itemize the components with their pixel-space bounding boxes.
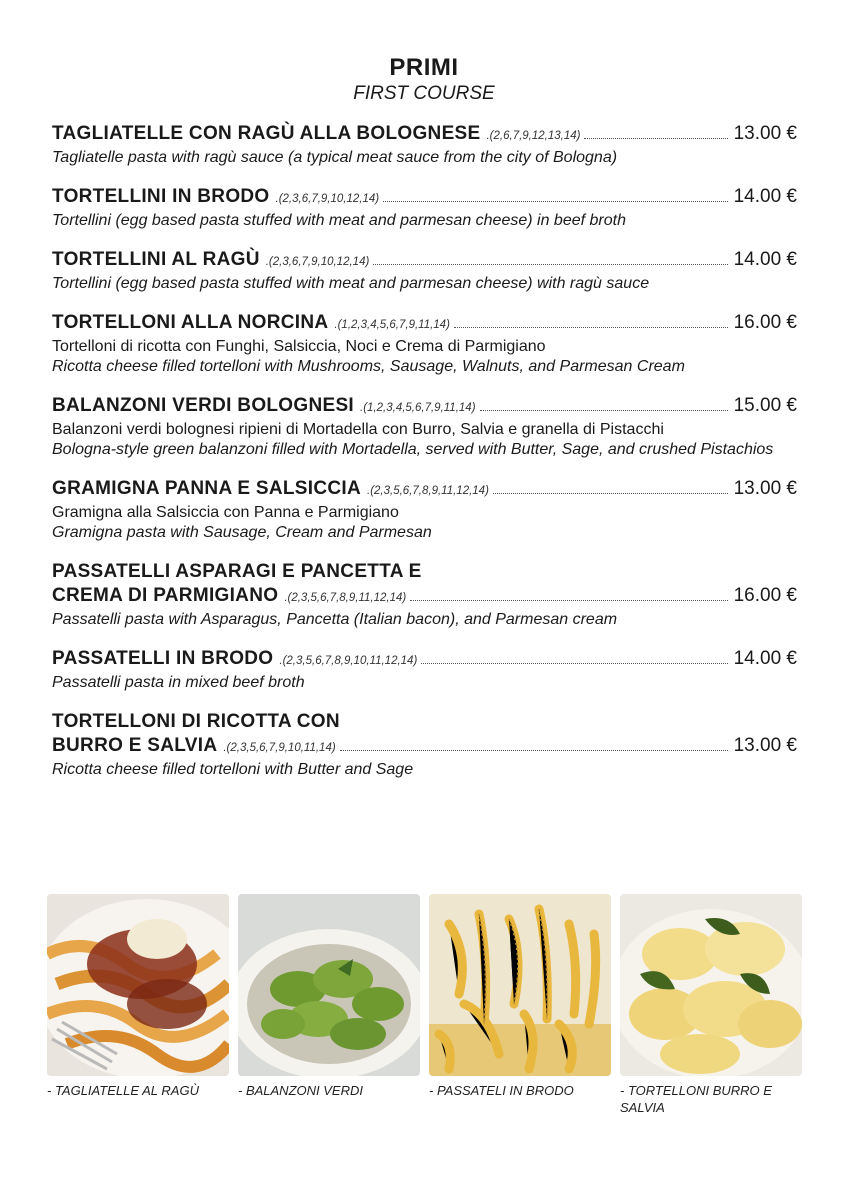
dish-description-en: Ricotta cheese filled tortelloni with Butter and Sage (52, 761, 414, 778)
dish-name: GRAMIGNA PANNA E SALSICCIA (52, 478, 361, 499)
passatelli-illustration (429, 894, 611, 1076)
allergen-codes: .(2,3,5,6,7,8,9,11,12,14) (367, 485, 489, 497)
photo-caption: - TAGLIATELLE AL RAGÙ (47, 1083, 199, 1098)
dot-leader (421, 663, 727, 664)
dish-price: 14.00 € (733, 249, 797, 270)
allergen-codes: .(2,3,5,6,7,8,9,11,12,14) (284, 592, 407, 604)
dish-name: CREMA DI PARMIGIANO (52, 585, 279, 606)
dish-name: PASSATELLI IN BRODO (52, 648, 274, 669)
allergen-codes: .(2,6,7,9,12,13,14) (486, 130, 581, 142)
menu-item (52, 248, 797, 294)
menu-item (52, 560, 797, 630)
dish-price: 14.00 € (733, 186, 797, 207)
photo-gallery (47, 894, 803, 1116)
allergen-codes: .(1,2,3,4,5,6,7,9,11,14) (334, 319, 450, 331)
dot-leader (383, 201, 728, 202)
dish-description-en: Bologna-style green balanzoni filled with Mortadella, served with Butter, Sage, and crushed Pistachios (52, 441, 774, 458)
dot-leader (373, 264, 727, 265)
dish-price: 16.00 € (733, 585, 797, 606)
menu-item (52, 185, 797, 231)
tagliatelle-photo (47, 894, 229, 1076)
dot-leader (454, 327, 728, 328)
dish-name: TORTELLINI AL RAGÙ (52, 249, 260, 270)
dot-leader (480, 410, 728, 411)
allergen-codes: .(2,3,5,6,7,9,10,11,14) (223, 742, 336, 754)
dish-description-it: Tortelloni di ricotta con Funghi, Salsiccia, Noci e Crema di Parmigiano (52, 338, 546, 355)
allergen-codes: .(2,3,6,7,9,10,12,14) (275, 193, 380, 205)
dot-leader (493, 493, 728, 494)
dish-description-en: Tortellini (egg based pasta stuffed with meat and parmesan cheese) with ragù sauce (52, 275, 650, 292)
menu-item (52, 311, 797, 377)
dish-price: 13.00 € (733, 478, 797, 499)
section-title: PRIMI (389, 54, 459, 81)
dish-description-en: Passatelli pasta with Asparagus, Pancetta (Italian bacon), and Parmesan cream (52, 611, 618, 628)
menu-item (52, 122, 797, 168)
photo-card (429, 894, 611, 1116)
dish-name: BURRO E SALVIA (52, 735, 218, 756)
menu-item (52, 710, 797, 780)
dish-description-en: Tagliatelle pasta with ragù sauce (a typical meat sauce from the city of Bologna) (52, 149, 618, 166)
dish-price: 15.00 € (733, 395, 797, 416)
dish-name: TAGLIATELLE CON RAGÙ ALLA BOLOGNESE (52, 123, 481, 144)
menu-list (52, 122, 797, 797)
allergen-codes: .(2,3,6,7,9,10,12,14) (265, 256, 370, 268)
photo-card (47, 894, 229, 1116)
dish-description-en: Ricotta cheese filled tortelloni with Mushrooms, Sausage, Walnuts, and Parmesan Cream (52, 358, 685, 375)
allergen-codes: .(2,3,5,6,7,8,9,10,11,12,14) (279, 655, 418, 667)
menu-item (52, 647, 797, 693)
photo-card (238, 894, 420, 1116)
photo-caption: - BALANZONI VERDI (238, 1083, 363, 1098)
tagliatelle-illustration (47, 894, 229, 1076)
dish-price: 13.00 € (733, 123, 797, 144)
balanzoni-illustration (238, 894, 420, 1076)
balanzoni-photo (238, 894, 420, 1076)
dish-description-en: Tortellini (egg based pasta stuffed with meat and parmesan cheese) in beef broth (52, 212, 626, 229)
tortelloni-photo (620, 894, 802, 1076)
dish-description-en: Gramigna pasta with Sausage, Cream and Parmesan (52, 524, 432, 541)
dish-name-line1: PASSATELLI ASPARAGI E PANCETTA E (52, 561, 422, 582)
dot-leader (340, 750, 728, 751)
dish-price: 16.00 € (733, 312, 797, 333)
dish-description-it: Balanzoni verdi bolognesi ripieni di Mortadella con Burro, Salvia e granella di Pistacchi (52, 421, 664, 438)
allergen-codes: .(1,2,3,4,5,6,7,9,11,14) (360, 402, 476, 414)
photo-card (620, 894, 802, 1116)
photo-caption: - PASSATELI IN BRODO (429, 1083, 574, 1098)
menu-header (0, 54, 848, 106)
section-subtitle: FIRST COURSE (353, 83, 495, 104)
tortelloni-illustration (620, 894, 802, 1076)
dish-price: 13.00 € (733, 735, 797, 756)
dish-description-it: Gramigna alla Salsiccia con Panna e Parmigiano (52, 504, 399, 521)
dot-leader (410, 600, 727, 601)
menu-item (52, 477, 797, 543)
dish-name: BALANZONI VERDI BOLOGNESI (52, 395, 355, 416)
photo-caption: - TORTELLONI BURRO E SALVIA (620, 1083, 772, 1115)
dish-name: TORTELLONI ALLA NORCINA (52, 312, 329, 333)
dish-name: TORTELLINI IN BRODO (52, 186, 270, 207)
passatelli-photo (429, 894, 611, 1076)
dish-price: 14.00 € (733, 648, 797, 669)
dish-description-en: Passatelli pasta in mixed beef broth (52, 674, 305, 691)
dish-name-line1: TORTELLONI DI RICOTTA CON (52, 711, 340, 732)
dot-leader (584, 138, 727, 139)
menu-item (52, 394, 797, 460)
